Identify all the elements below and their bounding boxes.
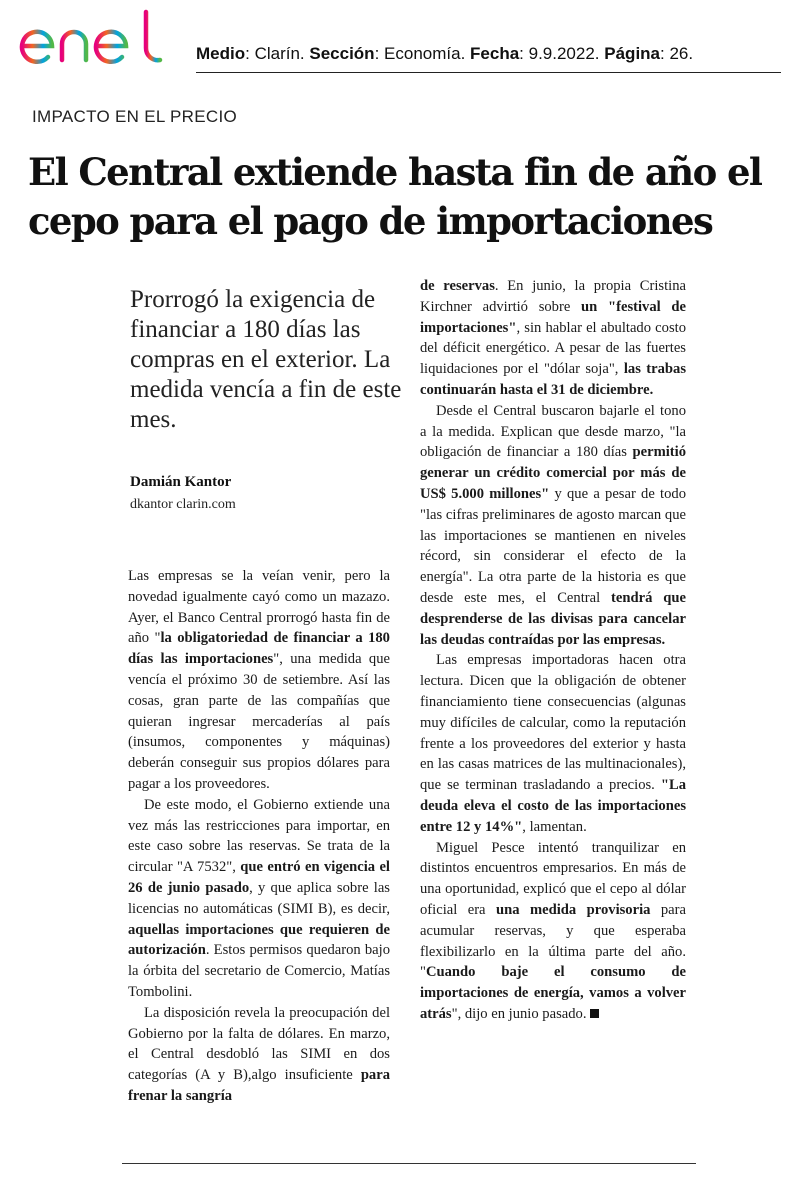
bold-run: que entró en vigencia el 26 de junio pasado: [128, 859, 390, 896]
medio-label: Medio: [196, 44, 246, 63]
article-headline: El Central extiende hasta fin de año el cepo para el pago de importaciones: [28, 150, 762, 243]
enel-logo: [18, 8, 178, 68]
text-run: Las empresas importadoras hacen otra lectura. Dicen que la obligación de obtener financiamiento tiene consecuencias (algunas muy difíciles de calcular, como la reputación frente a los proveedores del exterior y hasta en las casas matrices de las multinacionales), que se terminan trasladando a precios.: [420, 652, 686, 794]
text-run: Las empresas se la veían venir, pero la novedad igualmente cayó como un mazazo. Ayer, el Banco Central prorrogó hasta fin de año ": [128, 568, 390, 647]
text-run: y que a pesar de todo "las cifras preliminares de agosto marcan que las importaciones se mantienen en niveles récord, sin considerar el efecto de la energía". La otra parte de la historia es que desde este mes, el Central: [420, 485, 687, 606]
text-run: ", una medida que vencía el próximo 30 de setiembre. Así las cosas, gran parte de las compañías que quieran ingresar mercaderías al país (insumos, componentes y máquinas) deberán conseguir sus propios dólares para pagar a los proveedores.: [128, 651, 390, 792]
article-column-1: [128, 566, 390, 1107]
seccion-value: Economía.: [384, 44, 466, 63]
bold-run: aquellas importaciones que requieren de autorización: [128, 921, 390, 959]
paragraph: [420, 276, 686, 401]
paragraph: [420, 401, 686, 651]
paragraph: [420, 650, 686, 837]
seccion-label: Sección: [309, 44, 375, 63]
author-name: Damián Kantor: [130, 474, 232, 490]
text-run: De este modo, el Gobierno extiende una vez más las restricciones para importar, en este caso sobre las reservas. Se trata de la circular "A 7532",: [128, 796, 390, 876]
article-lead: Prorrogó la exigencia de financiar a 180 días las compras en el exterior. La medida vencía a fin de este mes.: [130, 286, 402, 433]
bold-run: permitió generar un crédito comercial por más de US$ 5.000 millones": [420, 444, 686, 502]
bold-run: un "festival de importaciones": [420, 298, 687, 336]
author-email: dkantor clarin.com: [130, 497, 236, 512]
fecha-label: Fecha: [470, 44, 520, 63]
article-column-2: [420, 276, 686, 1025]
text-run: , lamentan.: [522, 818, 587, 835]
medio-value: Clarín.: [254, 44, 305, 63]
bold-run: de reservas: [420, 278, 495, 294]
text-run: para acumular reservas, y que esperaba flexibilizarlo en la última parte del año. ": [420, 901, 686, 981]
article-kicker: IMPACTO EN EL PRECIO: [32, 107, 238, 126]
text-run: , sin hablar el abultado costo del déficit energético. A pesar de las fuertes liquidaciones por el "dólar soja",: [420, 319, 686, 378]
bold-run: Cuando baje el consumo de importaciones de energía, vamos a volver atrás: [420, 964, 686, 1022]
end-of-article-mark: [590, 1009, 599, 1018]
text-run: , y que aplica sobre las licencias no automáticas (SIMI B), es decir,: [128, 879, 390, 917]
bold-run: la obligatoriedad de financiar a 180 días las importaciones: [128, 630, 390, 668]
text-run: ", dijo en junio pasado.: [451, 1005, 587, 1022]
publication-meta: Medio: Clarín. Sección: Economía. Fecha: 9.9.2022. Página: 26.: [196, 44, 694, 63]
bold-run: para frenar la sangría: [128, 1067, 390, 1104]
paragraph: [128, 1003, 390, 1107]
text-run: La disposición revela la preocupación del Gobierno por la falta de dólares. En marzo, el Central desdobló las SIMI en dos categorías (A y B),algo insuficiente: [128, 1004, 390, 1084]
text-run: . En junio, la propia Cristina Kirchner advirtió sobre: [420, 278, 686, 315]
text-run: Miguel Pesce intentó tranquilizar en distintos encuentros empresarios. En más de una oportunidad, explicó que el cepo al dólar oficial era: [420, 839, 686, 918]
bold-run: tendrá que desprenderse de las divisas para cancelar las deudas contraídas por las empresas.: [420, 589, 686, 648]
text-run: . Estos permisos quedaron bajo la órbita del secretario de Comercio, Matías Tombolini.: [128, 942, 390, 1000]
header-divider: [196, 72, 781, 73]
paragraph: [128, 795, 390, 1003]
paragraph: [420, 838, 686, 1025]
bold-run: las trabas continuarán hasta el 31 de diciembre.: [420, 361, 686, 398]
pagina-value: 26.: [669, 44, 694, 63]
bold-run: "La deuda eleva el costo de las importaciones entre 12 y 14%": [420, 777, 686, 835]
paragraph: [128, 566, 390, 795]
text-run: Desde el Central buscaron bajarle el tono a la medida. Explican que desde marzo, "la obligación de financiar a 180 días: [420, 402, 686, 461]
fecha-value: 9.9.2022.: [528, 44, 600, 63]
bold-run: una medida provisoria: [496, 901, 651, 918]
pagina-label: Página: [604, 44, 661, 63]
footer-divider: [122, 1163, 696, 1164]
